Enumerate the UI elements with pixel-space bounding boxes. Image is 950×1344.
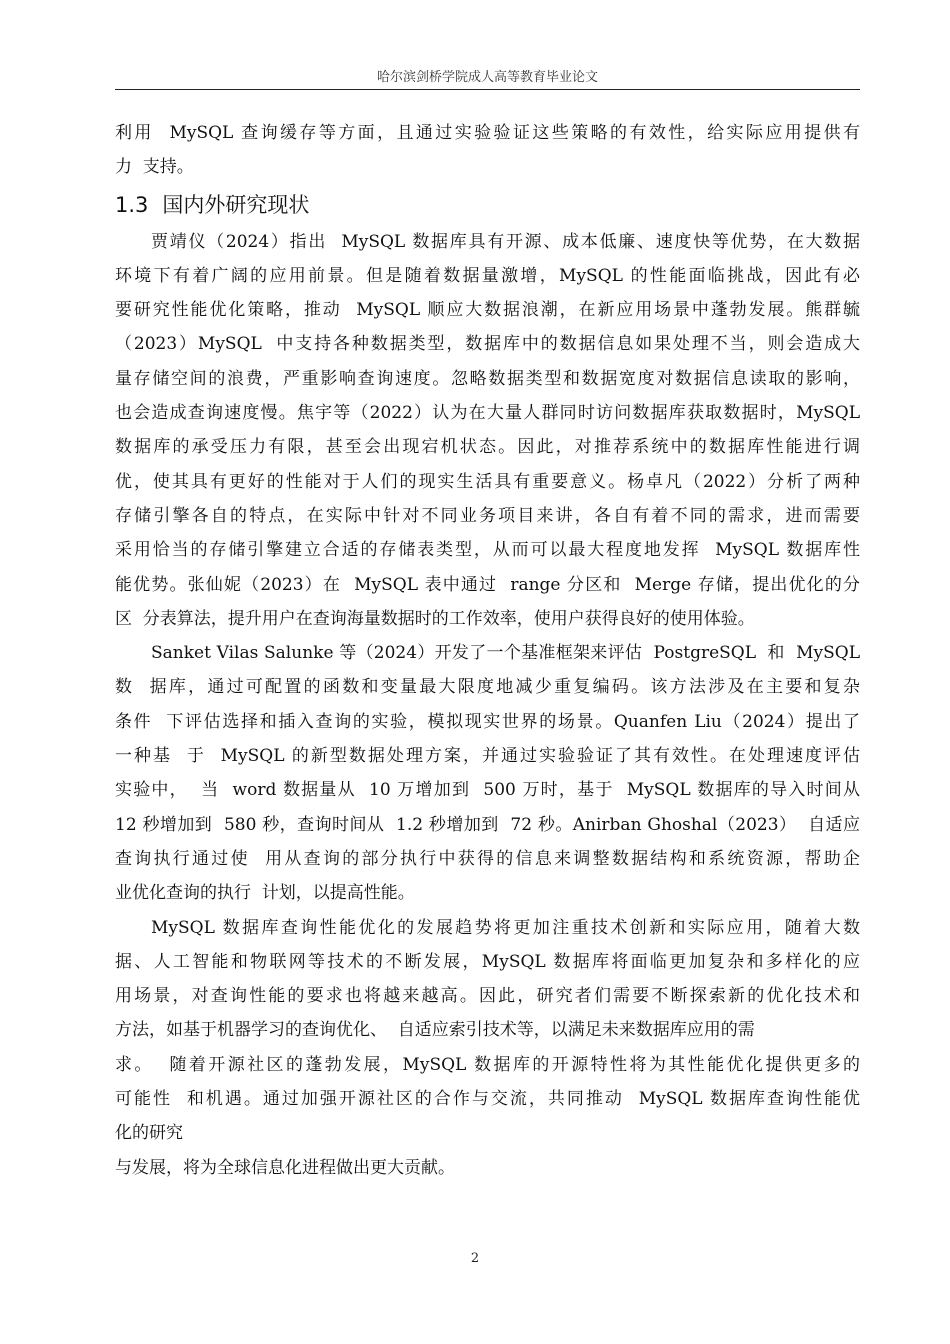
paragraph-3 — [115, 911, 860, 1185]
text-line: 可能性 和机遇。通过加强开源社区的合作与交流，共同推动 MySQL 数据库查询性能优 — [115, 1089, 860, 1110]
paragraph-1 — [115, 225, 860, 637]
text-line: （2023）MySQL 中支持各种数据类型，数据库中的数据信息如果处理不当，则会造成大 — [115, 334, 860, 355]
text-line: 存储引擎各自的特点，在实际中针对不同业务项目来讲，各自有着不同的需求，进而需要 — [115, 505, 860, 526]
text-line: 量存储空间的浪费，严重影响查询速度。忽略数据类型和数据宽度对数据信息读取的影响， — [115, 368, 860, 389]
section-heading — [115, 185, 860, 225]
section-number: 1.3 — [115, 192, 149, 217]
section-title: 国内外研究现状 — [162, 192, 310, 217]
text-line: 实验中， 当 word 数据量从 10 万增加到 500 万时，基于 MySQL 数据库的导入时间从 — [115, 780, 860, 801]
text-line: 要研究性能优化策略，推动 MySQL 顺应大数据浪潮，在新应用场景中蓬勃发展。熊群毓 — [115, 300, 860, 321]
text-line: 化的研究 — [115, 1123, 183, 1144]
text-line: 用场景，对查询性能的要求也将越来越高。因此，研究者们需要不断探索新的优化技术和 — [115, 986, 860, 1007]
page-body — [115, 116, 860, 1185]
text-line: 业优化查询的执行 计划，以提高性能。 — [115, 883, 415, 904]
text-line: 利用 MySQL 查询缓存等方面，且通过实验验证这些策略的有效性，给实际应用提供有 — [115, 123, 860, 143]
text-line: 方法，如基于机器学习的查询优化、 自适应索引技术等，以满足未来数据库应用的需 — [115, 1020, 755, 1041]
text-line: 数 据库，通过可配置的函数和变量最大限度地减少重复编码。该方法涉及在主要和复杂 — [115, 677, 860, 698]
page-number: 2 — [470, 1251, 480, 1266]
text-line: 12 秒增加到 580 秒，查询时间从 1.2 秒增加到 72 秒。Anirban Ghoshal（2023） 自适应 — [115, 814, 860, 835]
header-rule — [115, 89, 860, 90]
intro-paragraph — [115, 116, 860, 185]
text-line: 能优势。张仙妮（2023）在 MySQL 表中通过 range 分区和 Merge 存储，提出优化的分 — [115, 574, 860, 595]
text-line: 查询执行通过使 用从查询的部分执行中获得的信息来调整数据结构和系统资源，帮助企 — [115, 848, 860, 869]
text-line: Sanket Vilas Salunke 等（2024）开发了一个基准框架来评估 PostgreSQL 和 MySQL — [151, 643, 860, 664]
text-line: 与发展，将为全球信息化进程做出更大贡献。 — [115, 1157, 455, 1178]
text-line: 求。 随着开源社区的蓬勃发展，MySQL 数据库的开源特性将为其性能优化提供更多的 — [115, 1054, 860, 1075]
text-line: 贾靖仪（2024）指出 MySQL 数据库具有开源、成本低廉、速度快等优势，在大数据 — [151, 231, 860, 252]
text-line: 力 支持。 — [115, 157, 194, 178]
text-line: 也会造成查询速度慢。焦宇等（2022）认为在大量人群同时访问数据库获取数据时，MySQL — [115, 403, 860, 424]
text-line: 优，使其具有更好的性能对于人们的现实生活具有重要意义。杨卓凡（2022）分析了两种 — [115, 471, 860, 492]
text-line: 一种基 于 MySQL 的新型数据处理方案，并通过实验验证了其有效性。在处理速度评估 — [115, 746, 860, 767]
text-line: MySQL 数据库查询性能优化的发展趋势将更加注重技术创新和实际应用，随着大数 — [151, 917, 860, 938]
text-line: 环境下有着广阔的应用前景。但是随着数据量激增，MySQL 的性能面临挑战，因此有必 — [115, 265, 860, 286]
text-line: 据、人工智能和物联网等技术的不断发展，MySQL 数据库将面临更加复杂和多样化的应 — [115, 951, 860, 972]
running-header: 哈尔滨剑桥学院成人高等教育毕业论文 — [376, 70, 598, 85]
text-line: 采用恰当的存储引擎建立合适的存储表类型，从而可以最大程度地发挥 MySQL 数据库性 — [115, 540, 860, 561]
paragraph-2 — [115, 636, 860, 910]
text-line: 区 分表算法，提升用户在查询海量数据时的工作效率，使用户获得良好的使用体验。 — [115, 608, 755, 629]
text-line: 数据库的承受压力有限，甚至会出现宕机状态。因此，对推荐系统中的数据库性能进行调 — [115, 437, 860, 458]
text-line: 条件 下评估选择和插入查询的实验，模拟现实世界的场景。Quanfen Liu（2024）提出了 — [115, 711, 860, 732]
